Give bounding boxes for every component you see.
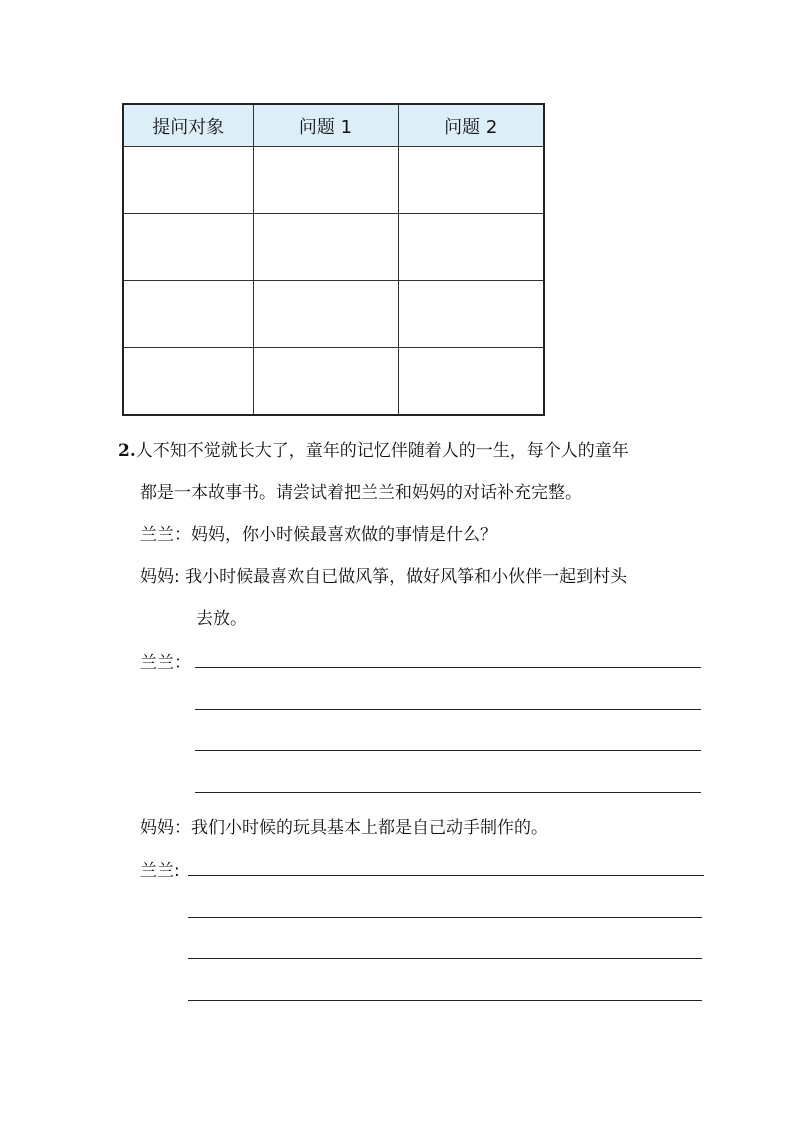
speaker-label: 妈妈:	[140, 567, 180, 587]
table-cell[interactable]	[253, 281, 398, 348]
table-cell[interactable]	[398, 147, 544, 214]
question-number: 2.	[118, 441, 136, 461]
dialogue-text: 妈妈，你小时候最喜欢做的事情是什么？	[191, 525, 497, 545]
answer-blank-line[interactable]	[188, 1000, 702, 1001]
table-cell[interactable]	[253, 147, 398, 214]
survey-table	[122, 103, 545, 416]
speaker-label: 妈妈：	[140, 818, 191, 838]
speaker-label: 兰兰：	[140, 525, 191, 545]
speaker-label: 兰兰:	[140, 861, 180, 881]
speaker-label: 兰兰：	[140, 653, 191, 673]
table-header-row	[123, 104, 544, 147]
table-row	[123, 147, 544, 214]
answer-blank-line[interactable]	[195, 709, 701, 710]
answer-blank-line[interactable]	[188, 875, 704, 876]
table-cell[interactable]	[123, 214, 253, 281]
answer-blank-line[interactable]	[188, 958, 702, 959]
answer-blank-line[interactable]	[195, 667, 701, 668]
table-row	[123, 281, 544, 348]
dialogue-text: 我小时候最喜欢自已做风筝，做好风筝和小伙伴一起到村头	[185, 567, 628, 587]
answer-blank-line[interactable]	[195, 792, 701, 793]
table-cell[interactable]	[398, 214, 544, 281]
dialogue-line-2	[140, 566, 627, 588]
question-2-prompt-line-2: 都是一本故事书。请尝试着把兰兰和妈妈的对话补充完整。	[140, 483, 582, 503]
dialogue-line-2-continuation: 去放。	[196, 609, 247, 629]
table-cell[interactable]	[123, 348, 253, 416]
table-cell[interactable]	[253, 214, 398, 281]
table-row	[123, 214, 544, 281]
dialogue-line-1	[140, 524, 497, 546]
answer-blank-line[interactable]	[195, 750, 701, 751]
table-cell[interactable]	[123, 281, 253, 348]
dialogue-text: 我们小时候的玩具基本上都是自己动手制作的。	[191, 818, 548, 838]
table-cell[interactable]	[253, 348, 398, 416]
table-cell[interactable]	[398, 281, 544, 348]
question-2-prompt-line-1	[118, 440, 629, 462]
question-text: 人不知不觉就长大了，童年的记忆伴随着人的一生，每个人的童年	[135, 441, 629, 461]
answer-blank-line[interactable]	[188, 917, 702, 918]
table-cell[interactable]	[123, 147, 253, 214]
dialogue-line-4	[140, 817, 548, 839]
header-target: 提问对象	[123, 104, 253, 147]
table-cell[interactable]	[398, 348, 544, 416]
header-question-1: 问题 1	[253, 104, 398, 147]
header-question-2: 问题 2	[398, 104, 544, 147]
table-row	[123, 348, 544, 416]
